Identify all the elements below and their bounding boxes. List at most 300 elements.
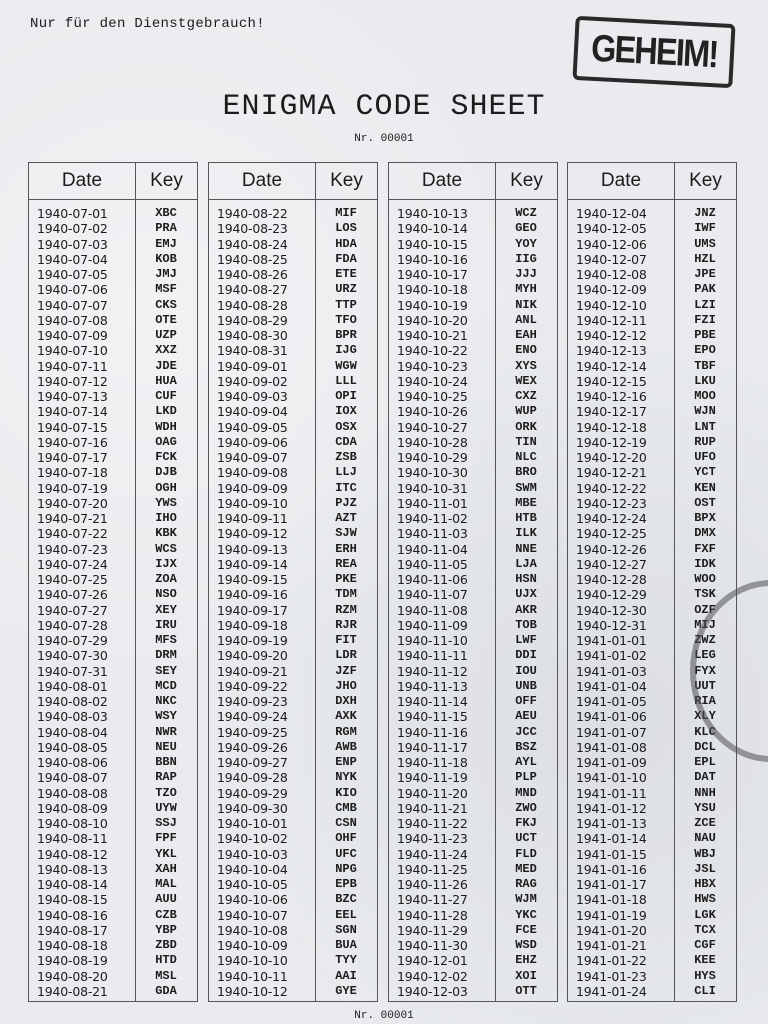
key-cell: MIJ [694,617,716,632]
date-cell: 1940-11-21 [397,800,468,816]
key-cell: REA [335,556,357,571]
table-row [389,572,557,587]
key-cell: LZI [694,297,716,312]
key-cell: IRU [155,617,177,632]
date-header: Date [209,163,316,199]
date-cell: 1941-01-06 [576,709,647,725]
date-cell: 1940-08-19 [37,953,108,969]
table-row [29,648,197,663]
key-cell: YCT [694,465,716,480]
table-row [389,938,557,953]
date-cell: 1941-01-11 [576,785,647,801]
table-row [29,328,197,343]
key-cell: NSO [155,587,177,602]
table-row [389,816,557,831]
secret-stamp-text: GEHEIM! [589,27,719,76]
key-cell: CSN [335,816,357,830]
key-cell: HDA [335,236,357,251]
date-cell: 1941-01-05 [576,694,647,709]
key-cell: IWF [694,221,716,236]
table-row [568,420,736,435]
date-cell: 1940-11-07 [397,587,468,603]
date-cell: 1940-10-24 [397,373,468,389]
table-row [209,465,377,480]
table-row [568,740,736,755]
code-table-1 [28,162,198,1002]
date-cell: 1941-01-09 [576,755,647,770]
key-cell: TYY [335,953,357,968]
table-row [209,237,377,252]
table-row [209,633,377,648]
key-cell: ZOA [155,572,177,586]
date-cell: 1941-01-04 [576,678,647,694]
date-cell: 1940-10-05 [217,877,288,892]
table-row [209,282,377,297]
key-cell: HTD [155,953,177,968]
date-cell: 1941-01-13 [576,816,647,831]
date-cell: 1940-11-15 [397,709,468,725]
key-cell: IDK [694,556,716,571]
table-row [209,496,377,511]
key-cell: HWS [694,892,716,907]
date-cell: 1940-09-24 [217,709,288,725]
date-cell: 1940-08-10 [37,816,108,831]
key-cell: DDI [515,648,537,663]
table-row [568,801,736,816]
table-row [568,953,736,968]
table-row [389,633,557,648]
date-cell: 1940-09-29 [217,785,288,801]
date-cell: 1940-12-10 [576,297,647,313]
secret-stamp [572,16,735,88]
key-header: Key [330,170,363,191]
key-cell: RJR [335,617,357,632]
key-cell: DAT [694,770,716,785]
date-cell: 1940-07-30 [37,648,108,664]
table-row [29,389,197,404]
key-cell: FYX [694,663,716,678]
date-cell: 1940-07-03 [37,236,108,252]
date-cell: 1941-01-08 [576,739,647,755]
date-cell: 1940-08-21 [37,983,108,999]
date-cell: 1940-11-24 [397,846,468,862]
date-cell: 1941-01-07 [576,724,647,740]
key-cell: TDM [335,587,357,602]
date-cell: 1940-12-18 [576,419,647,435]
table-row [209,389,377,404]
date-cell: 1940-08-22 [217,206,288,221]
table-row [389,969,557,984]
key-cell: UCT [515,831,537,846]
date-cell: 1941-01-14 [576,831,647,847]
date-cell: 1940-10-27 [397,419,468,435]
table-row [568,343,736,358]
key-cell: JPE [694,267,716,281]
date-cell: 1940-09-25 [217,724,288,740]
table-row [568,969,736,984]
date-cell: 1940-07-26 [37,587,108,603]
code-table-2 [208,162,378,1002]
table-row [568,282,736,297]
table-row [209,831,377,846]
key-cell: NLC [515,450,537,464]
table-row [389,679,557,694]
date-cell: 1940-09-15 [217,572,288,587]
table-row [29,496,197,511]
table-row [209,801,377,816]
date-cell: 1940-11-17 [397,739,468,755]
date-cell: 1941-01-21 [576,938,647,953]
key-cell: OFF [515,694,537,708]
key-cell: OTT [515,983,537,998]
key-cell: WEX [515,373,537,388]
key-cell: IOX [335,404,357,419]
key-cell: RUP [694,434,716,449]
date-cell: 1940-10-20 [397,312,468,328]
date-cell: 1940-11-29 [397,922,468,938]
table-row [29,694,197,709]
date-cell: 1940-08-05 [37,739,108,755]
table-row [29,374,197,389]
date-cell: 1940-12-04 [576,206,647,221]
key-cell: UZP [155,328,177,342]
table-row [389,587,557,602]
date-cell: 1940-09-02 [217,373,288,389]
date-cell: 1940-07-07 [37,297,108,313]
key-cell: LGK [694,907,716,922]
table-row [209,938,377,953]
date-header: Date [389,163,496,199]
date-cell: 1940-12-12 [576,328,647,343]
date-cell: 1940-12-30 [576,602,647,618]
table-row [568,206,736,221]
table-row [568,267,736,282]
date-cell: 1941-01-17 [576,877,647,892]
table-row [568,374,736,389]
table-row [209,252,377,267]
table-row [568,511,736,526]
table-row [389,343,557,358]
date-cell: 1940-09-12 [217,526,288,542]
key-cell: YOY [515,236,537,251]
key-cell: CUF [155,389,177,403]
date-cell: 1940-10-15 [397,236,468,252]
table-row [389,953,557,968]
key-cell: LJA [515,556,537,571]
date-cell: 1940-10-07 [217,907,288,923]
date-cell: 1940-10-01 [217,816,288,831]
date-cell: 1940-09-26 [217,739,288,755]
date-cell: 1940-12-14 [576,358,647,374]
date-cell: 1940-11-05 [397,556,468,572]
date-cell: 1940-12-28 [576,572,647,587]
key-cell: KEN [694,480,716,495]
key-cell: OHF [335,831,357,846]
table-row [389,374,557,389]
date-cell: 1940-09-28 [217,770,288,786]
date-cell: 1940-10-09 [217,938,288,953]
key-cell: NYK [335,770,357,785]
table-row [29,801,197,816]
key-header: Key [510,170,543,191]
key-cell: BUA [335,938,357,952]
table-row [389,664,557,679]
date-cell: 1940-12-13 [576,343,647,359]
key-cell: UYW [155,800,177,815]
table-row [209,587,377,602]
date-cell: 1940-12-23 [576,495,647,511]
date-cell: 1941-01-20 [576,922,647,938]
key-cell: JHO [335,678,357,693]
date-cell: 1940-09-01 [217,358,288,374]
date-cell: 1940-08-23 [217,221,288,237]
restricted-use-notice: Nur für den Dienstgebrauch! [30,16,265,32]
key-cell: AAI [335,968,357,983]
key-cell: CKS [155,297,177,312]
key-cell: ENP [335,755,357,769]
key-cell: HTB [515,511,537,525]
key-cell: WOO [694,572,716,586]
table-row [29,892,197,907]
table-row [29,587,197,602]
date-cell: 1940-12-29 [576,587,647,603]
date-cell: 1940-08-02 [37,694,108,709]
key-cell: ORK [515,419,537,434]
table-row [389,221,557,236]
date-cell: 1940-12-08 [576,267,647,282]
key-cell: KBK [155,526,177,541]
table-row [29,847,197,862]
date-cell: 1940-12-03 [397,983,468,999]
date-cell: 1940-10-04 [217,861,288,877]
date-cell: 1940-11-13 [397,678,468,694]
table-row [209,953,377,968]
table-row [568,435,736,450]
key-cell: EMJ [155,236,177,251]
table-row [568,984,736,999]
table-row [389,252,557,267]
table-row [209,648,377,663]
key-cell: ZSB [335,450,357,464]
table-row [209,770,377,785]
key-cell: OZF [694,602,716,617]
date-cell: 1940-12-19 [576,434,647,450]
date-cell: 1940-09-21 [217,663,288,679]
table-row [568,770,736,785]
table-row [29,450,197,465]
date-cell: 1940-08-27 [217,282,288,298]
table-row [389,359,557,374]
date-cell: 1940-12-09 [576,282,647,298]
key-cell: TFO [335,312,357,327]
key-cell: ETE [335,267,357,281]
table-row [568,923,736,938]
table-row [209,542,377,557]
table-row [29,282,197,297]
key-cell: UFO [694,450,716,464]
key-cell: JSL [694,861,716,876]
table-row [389,923,557,938]
date-cell: 1940-10-18 [397,282,468,298]
key-cell: FPF [155,831,177,846]
date-cell: 1940-07-09 [37,328,108,343]
date-cell: 1940-08-03 [37,709,108,725]
key-cell: NPG [335,861,357,876]
date-cell: 1940-12-07 [576,251,647,267]
table-row [29,465,197,480]
date-cell: 1940-08-06 [37,755,108,770]
key-cell: MBE [515,495,537,510]
table-row [568,450,736,465]
date-cell: 1940-11-03 [397,526,468,542]
date-cell: 1940-08-18 [37,938,108,953]
key-cell: AYL [515,755,537,769]
key-cell: DRM [155,648,177,663]
table-row [29,481,197,496]
key-cell: DMX [694,526,716,541]
date-cell: 1940-07-05 [37,267,108,282]
key-cell: LWF [515,633,537,647]
table-row [29,252,197,267]
date-cell: 1940-07-20 [37,495,108,511]
table-row [209,420,377,435]
date-cell: 1940-07-02 [37,221,108,237]
key-cell: HYS [694,968,716,983]
table-row [209,725,377,740]
key-cell: GDA [155,983,177,998]
table-row [389,298,557,313]
key-cell: ENO [515,343,537,358]
key-cell: EAH [515,328,537,342]
table-row [389,603,557,618]
code-table-4 [567,162,737,1002]
date-cell: 1940-07-08 [37,312,108,328]
table-row [568,298,736,313]
table-row [389,709,557,724]
key-cell: XLY [694,709,716,724]
key-cell: ERH [335,541,357,556]
key-cell: ITC [335,480,357,495]
date-cell: 1940-12-21 [576,465,647,481]
table-row [29,831,197,846]
date-cell: 1940-11-18 [397,755,468,770]
date-cell: 1940-08-14 [37,877,108,892]
date-cell: 1940-09-05 [217,419,288,435]
key-cell: TZO [155,785,177,800]
table-row [209,892,377,907]
key-cell: DCL [694,739,716,754]
table-row [389,618,557,633]
key-cell: FZI [694,312,716,327]
key-cell: JCC [515,724,537,739]
date-cell: 1940-09-10 [217,495,288,511]
key-cell: URZ [335,282,357,297]
date-cell: 1940-09-13 [217,541,288,557]
date-cell: 1940-08-17 [37,922,108,938]
table-row [29,953,197,968]
table-row [29,526,197,541]
date-cell: 1940-08-28 [217,297,288,313]
date-cell: 1940-11-04 [397,541,468,557]
key-cell: NEU [155,739,177,754]
table-row [389,557,557,572]
table-row [389,420,557,435]
table-row [29,343,197,358]
date-cell: 1940-08-12 [37,846,108,862]
table-row [29,557,197,572]
key-cell: KIO [335,785,357,800]
table-row [209,481,377,496]
date-cell: 1940-07-18 [37,465,108,481]
table-row [568,786,736,801]
table-row [29,359,197,374]
table-row [209,435,377,450]
date-cell: 1940-09-17 [217,602,288,618]
date-cell: 1940-12-06 [576,236,647,252]
date-cell: 1940-08-07 [37,770,108,786]
table-row [568,404,736,419]
date-cell: 1940-11-14 [397,694,468,709]
date-cell: 1940-08-08 [37,785,108,801]
table-row [209,511,377,526]
key-cell: LLL [335,373,357,388]
date-cell: 1940-10-28 [397,434,468,450]
date-cell: 1940-07-31 [37,663,108,679]
date-cell: 1940-11-10 [397,633,468,648]
key-cell: UJX [515,587,537,602]
table-row [568,328,736,343]
key-cell: PJZ [335,495,357,510]
date-cell: 1940-07-11 [37,358,108,374]
date-cell: 1940-11-09 [397,617,468,633]
date-cell: 1940-12-24 [576,511,647,526]
key-cell: CZB [155,907,177,922]
key-cell: EPO [694,343,716,358]
date-cell: 1940-10-08 [217,922,288,938]
table-row [29,770,197,785]
date-cell: 1941-01-24 [576,983,647,999]
date-cell: 1940-09-30 [217,800,288,816]
date-cell: 1940-10-17 [397,267,468,282]
key-cell: PBE [694,328,716,342]
key-cell: NAU [694,831,716,846]
key-cell: MSF [155,282,177,297]
table-row [209,908,377,923]
date-cell: 1940-12-01 [397,953,468,969]
table-row [209,298,377,313]
date-cell: 1940-07-16 [37,434,108,450]
table-row [29,938,197,953]
date-cell: 1940-12-05 [576,221,647,237]
key-cell: OGH [155,480,177,495]
date-cell: 1940-09-06 [217,434,288,450]
date-cell: 1940-11-20 [397,785,468,801]
key-cell: HSN [515,572,537,586]
date-cell: 1940-10-03 [217,846,288,862]
date-cell: 1941-01-10 [576,770,647,786]
date-cell: 1940-12-15 [576,373,647,389]
key-cell: GYE [335,983,357,998]
key-cell: BPR [335,328,357,342]
date-cell: 1940-09-08 [217,465,288,481]
table-row [389,786,557,801]
table-row [209,923,377,938]
table-row [389,526,557,541]
table-row [209,404,377,419]
code-table-3 [388,162,558,1002]
table-row [389,450,557,465]
table-row [389,740,557,755]
